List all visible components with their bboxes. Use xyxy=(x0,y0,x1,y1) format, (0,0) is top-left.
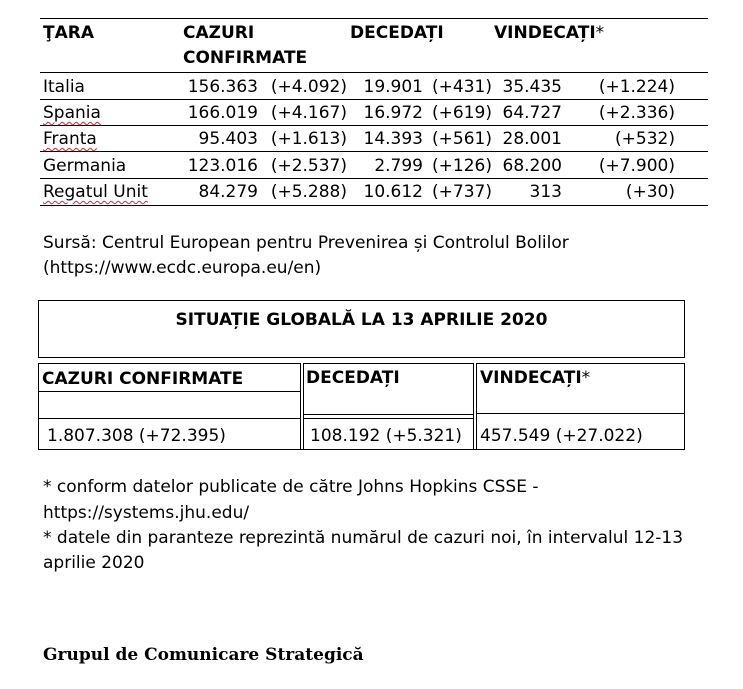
global-header-recovered-label: VINDECAȚI xyxy=(480,368,582,388)
confirmed-value: 95.403 xyxy=(198,129,258,149)
source-link: (https://www.ecdc.europa.eu/en) xyxy=(43,258,322,278)
table-top-border xyxy=(40,18,708,19)
country-name: Germania xyxy=(43,156,127,176)
deaths-value: 2.799 xyxy=(374,156,423,176)
header-recovered-asterisk: * xyxy=(595,23,605,43)
global-cell-border xyxy=(303,418,473,419)
global-col-border xyxy=(300,363,301,449)
global-deaths-value: 108.192 (+5.321) xyxy=(310,426,462,446)
recovered-value: 28.001 xyxy=(502,129,562,149)
footer-signature: Grupul de Comunicare Strategică xyxy=(43,645,364,665)
global-title: SITUAȚIE GLOBALĂ LA 13 APRILIE 2020 xyxy=(175,310,548,330)
recovered-value: 64.727 xyxy=(502,103,562,123)
global-cell-border xyxy=(38,418,300,419)
deaths-new-value: (+561) xyxy=(432,129,492,149)
recovered-new-value: (+7.900) xyxy=(598,156,675,176)
global-cell-border xyxy=(303,414,473,415)
confirmed-new-value: (+2.537) xyxy=(270,156,347,176)
deaths-value: 10.612 xyxy=(363,182,423,202)
global-col-border xyxy=(684,363,685,449)
note-source-line-1: * conform datelor publicate de către Johns Hopkins CSSE - xyxy=(43,477,539,497)
row-divider xyxy=(40,178,708,179)
global-header-deaths: DECEDAȚI xyxy=(306,368,400,388)
confirmed-new-value: (+1.613) xyxy=(270,129,347,149)
note-parentheses-line-2: aprilie 2020 xyxy=(43,553,145,573)
header-recovered xyxy=(494,22,604,44)
header-confirmed-line1: CAZURI xyxy=(183,23,255,43)
global-col-border xyxy=(473,363,474,449)
global-col-border xyxy=(38,363,39,449)
global-confirmed-value: 1.807.308 (+72.395) xyxy=(47,426,226,446)
confirmed-new-value: (+4.092) xyxy=(270,77,347,97)
global-header-recovered xyxy=(480,367,590,389)
recovered-value: 68.200 xyxy=(502,156,562,176)
header-recovered-label: VINDECAȚI xyxy=(494,23,596,43)
global-cell-border xyxy=(38,363,300,364)
confirmed-new-value: (+5.288) xyxy=(270,182,347,202)
header-country: ŢARA xyxy=(43,23,94,43)
recovered-new-value: (+1.224) xyxy=(598,77,675,97)
header-confirmed-line2: CONFIRMATE xyxy=(183,48,308,68)
confirmed-value: 123.016 xyxy=(187,156,258,176)
deaths-value: 19.901 xyxy=(363,77,423,97)
global-cell-border xyxy=(38,391,300,392)
table-header-divider xyxy=(40,72,708,73)
recovered-new-value: (+532) xyxy=(615,129,675,149)
global-col-border xyxy=(303,363,304,449)
global-header-recovered-asterisk: * xyxy=(581,368,591,388)
deaths-new-value: (+126) xyxy=(432,156,492,176)
global-recovered-value: 457.549 (+27.022) xyxy=(480,426,643,446)
row-divider xyxy=(40,151,708,152)
global-title-bottom-border xyxy=(38,357,685,358)
global-title-top-border xyxy=(38,300,685,301)
source-line-1: Sursă: Centrul European pentru Prevenirea și Controlul Bolilor xyxy=(43,233,569,253)
confirmed-new-value: (+4.167) xyxy=(270,103,347,123)
note-source-link: https://systems.jhu.edu/ xyxy=(43,503,250,523)
global-cell-border xyxy=(303,363,473,364)
confirmed-value: 156.363 xyxy=(187,77,258,97)
global-cell-border xyxy=(476,363,685,364)
row-divider xyxy=(40,99,708,100)
recovered-new-value: (+30) xyxy=(625,182,675,202)
recovered-value: 35.435 xyxy=(502,77,562,97)
country-name: Italia xyxy=(43,77,85,97)
confirmed-value: 84.279 xyxy=(198,182,258,202)
country-name: Spania xyxy=(43,103,101,123)
note-parentheses-line-1: * datele din paranteze reprezintă numărul de cazuri noi, în intervalul 12-13 xyxy=(43,528,684,548)
deaths-value: 14.393 xyxy=(363,129,423,149)
header-deaths: DECEDAȚI xyxy=(350,23,444,43)
deaths-new-value: (+619) xyxy=(432,103,492,123)
deaths-new-value: (+431) xyxy=(432,77,492,97)
country-name: Franta xyxy=(43,129,97,149)
country-name: Regatul Unit xyxy=(43,182,148,202)
confirmed-value: 166.019 xyxy=(187,103,258,123)
recovered-value: 313 xyxy=(529,182,562,202)
recovered-new-value: (+2.336) xyxy=(598,103,675,123)
global-col-border xyxy=(476,363,477,449)
global-table-bottom-border xyxy=(38,449,685,450)
deaths-value: 16.972 xyxy=(363,103,423,123)
row-divider xyxy=(40,125,708,126)
global-cell-border xyxy=(476,413,685,414)
global-header-confirmed: CAZURI CONFIRMATE xyxy=(42,369,244,389)
deaths-new-value: (+737) xyxy=(432,182,492,202)
table-bottom-border xyxy=(40,205,708,206)
